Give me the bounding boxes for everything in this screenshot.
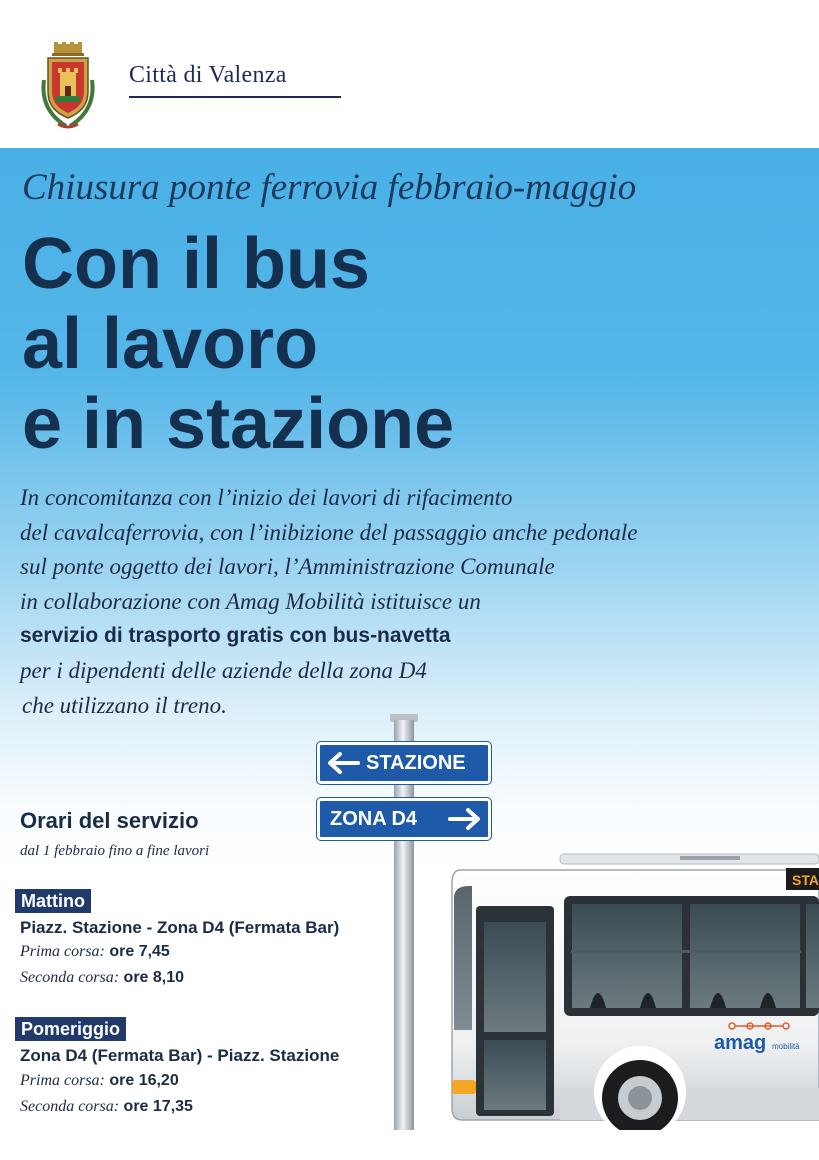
run-label: Seconda corsa: [20, 969, 120, 986]
service-highlight: servizio di trasporto gratis con bus-navetta [20, 624, 451, 648]
run-time: ore 17,35 [123, 1098, 193, 1115]
sign-zona-d4 [317, 798, 491, 840]
shuttle-bus-illustration [440, 850, 819, 1130]
title-line: e in stazione [22, 384, 455, 464]
sign-stazione-label: STAZIONE [366, 751, 466, 774]
title-line: Con il bus [22, 224, 370, 304]
title-line: al lavoro [22, 304, 319, 384]
arrow-right-icon [444, 807, 484, 831]
header [0, 0, 819, 148]
subtitle: Chiusura ponte ferrovia febbraio-maggio [22, 167, 637, 208]
morning-route: Piazz. Stazione - Zona D4 (Fermata Bar) [20, 918, 340, 937]
run-label: Prima corsa: [20, 1072, 105, 1089]
city-name-underline [129, 96, 341, 98]
schedule-subtitle: dal 1 febbraio fino a fine lavori [20, 843, 210, 859]
afternoon-second-run [20, 1098, 193, 1116]
page-title [22, 224, 454, 464]
run-time: ore 7,45 [109, 943, 170, 960]
afternoon-route: Zona D4 (Fermata Bar) - Piazz. Stazione [20, 1046, 340, 1065]
afternoon-badge: Pomeriggio [15, 1017, 126, 1041]
morning-first-run [20, 943, 170, 961]
bus-brand-logo: amag [714, 1032, 767, 1054]
body-line: sul ponte oggetto dei lavori, l’Amministrazione Comunale [20, 554, 555, 580]
afternoon-first-run [20, 1072, 179, 1090]
city-name: Città di Valenza [129, 62, 287, 88]
run-time: ore 16,20 [109, 1072, 179, 1089]
arrow-left-icon [324, 751, 364, 775]
body-line: in collaborazione con Amag Mobilità istituisce un [20, 588, 481, 614]
announcement-text [20, 481, 780, 723]
run-label: Prima corsa: [20, 943, 105, 960]
body-line: del cavalcaferrovia, con l’inibizione del passaggio anche pedonale [20, 519, 638, 545]
run-label: Seconda corsa: [20, 1098, 120, 1115]
bus-destination-display: STA [792, 872, 819, 888]
body-line: In concomitanza con l’inizio dei lavori di rifacimento [20, 485, 513, 510]
sign-zona-label: ZONA D4 [330, 807, 418, 830]
sign-stazione [317, 742, 491, 784]
bus-brand-sub: mobilità [772, 1042, 800, 1051]
morning-badge: Mattino [15, 889, 91, 913]
run-time: ore 8,10 [123, 969, 185, 986]
city-crest-icon [36, 40, 100, 132]
body-line: per i dipendenti delle aziende della zona D4 [20, 657, 427, 683]
body-line: che utilizzano il treno. [22, 692, 227, 718]
schedule-title: Orari del servizio [20, 808, 199, 833]
morning-second-run [20, 969, 184, 987]
